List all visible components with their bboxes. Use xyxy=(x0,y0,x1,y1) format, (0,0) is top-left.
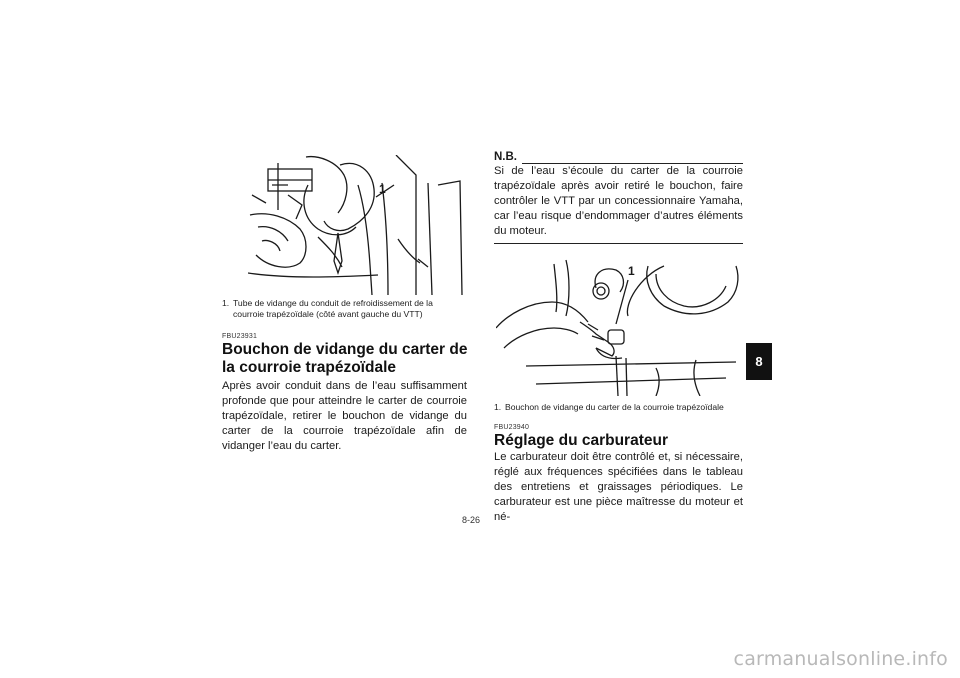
watermark: carmanualsonline.info xyxy=(733,648,948,670)
caption-number: 1. xyxy=(494,402,502,412)
cooling-duct-drain-illustration xyxy=(248,155,468,295)
drain-plug-illustration xyxy=(496,256,741,396)
section-body: Après avoir conduit dans de l’eau suffisamment profonde que pour atteindre le carter de courroie trapézoïdale, retirer le bouchon de vidange du carter de la courroie trapézoïdale afin de vidanger l’eau du carter. xyxy=(222,380,467,452)
figure-caption xyxy=(494,402,744,413)
nb-bottom-rule xyxy=(494,243,743,244)
caption-text: Tube de vidange du conduit de refroidissement de la courroie trapézoïdale (côté avant gauche du VTT) xyxy=(233,298,433,319)
section-code: FBU23940 xyxy=(494,424,530,431)
chapter-tab-label: 8 xyxy=(755,354,763,369)
section-heading: Bouchon de vidange du carter de la courroie trapézoïdale xyxy=(222,341,468,376)
figure-callout-number: 1 xyxy=(379,182,386,196)
page-number: 8-26 xyxy=(462,515,481,525)
chapter-tab xyxy=(746,343,772,380)
nb-label: N.B. xyxy=(494,151,517,163)
section-heading: Réglage du carburateur xyxy=(494,432,668,449)
section-code: FBU23931 xyxy=(222,333,258,340)
nb-text: Si de l’eau s’écoule du carter de la courroie trapézoïdale après avoir retiré le bouchon, faire contrôler le VTT par un concessionnaire Yamaha, car l’eau risque d’endommager d’autres éléments du moteur. xyxy=(494,165,743,237)
caption-number: 1. xyxy=(222,298,230,308)
figure-caption xyxy=(222,298,462,320)
figure-callout-number: 1 xyxy=(628,264,635,278)
caption-text: Bouchon de vidange du carter de la courroie trapézoïdale xyxy=(505,402,724,412)
section-body: Le carburateur doit être contrôlé et, si nécessaire, réglé aux fréquences spécifiées dans le tableau des entretiens et graissages périodiques. Le carburateur est une pièce maîtresse du moteur et né- xyxy=(494,451,743,523)
